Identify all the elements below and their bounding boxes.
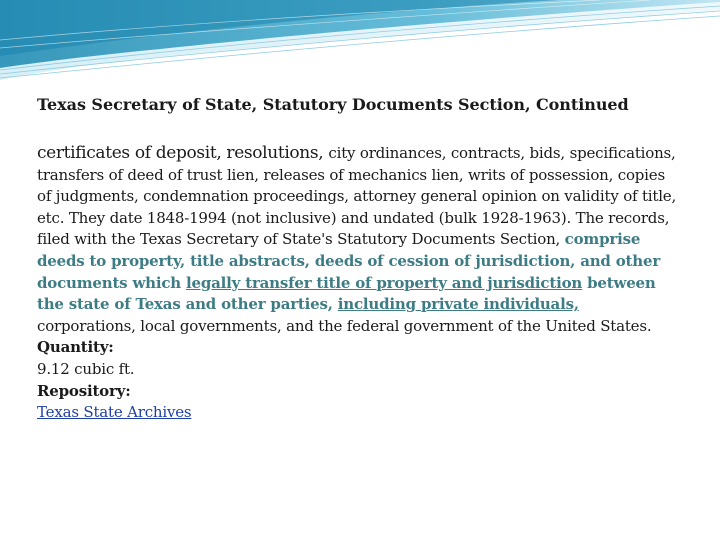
description-body-1: city ordinances, contracts, bids, specifications, transfers of deed of trust lien, releases of mechanics lien, writs of possession, copies of judgments, condemnation proceedings, attorney general opinion on validity of title, etc. They date 1848-1994 (not inclusive) and undated (bulk 1928-1963). The records, filed with the Texas Secretary of State's Statutory Documents Section, [37, 144, 677, 249]
highlight-text-1: comprise deeds to property, title abstracts, deeds of cession of jurisdiction, and other documents which [37, 230, 661, 292]
slide-content [37, 143, 682, 424]
repository-link[interactable]: Texas State Archives [37, 403, 192, 422]
highlight-underlined-2: including private individuals, [337, 295, 579, 314]
quantity-value: 9.12 cubic ft. [37, 359, 135, 378]
header-wave-decoration [0, 0, 720, 90]
quantity-label: Quantity: [37, 338, 114, 357]
slide-title: Texas Secretary of State, Statutory Documents Section, Continued [37, 95, 629, 114]
description-lead: certificates of deposit, resolutions, [37, 143, 329, 163]
highlight-text-2: between the state of Texas and other parties, [37, 273, 656, 314]
description-paragraph [37, 143, 682, 337]
highlight-underlined-1: legally transfer title of property and jurisdiction [186, 273, 583, 292]
repository-label: Repository: [37, 381, 131, 400]
description-body-2: corporations, local governments, and the federal government of the United States. [37, 316, 652, 335]
